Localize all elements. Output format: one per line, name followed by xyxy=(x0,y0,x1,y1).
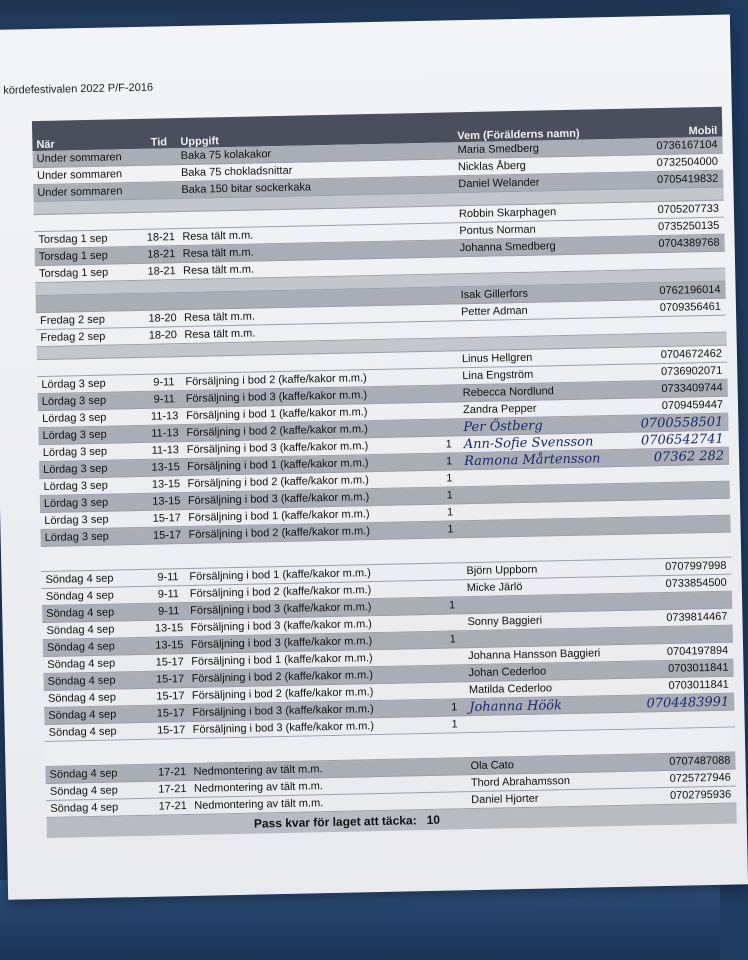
cell-uppgift: Försäljning i bod 3 (kaffe/kakor m.m.) xyxy=(190,601,372,617)
cell-nar: Söndag 4 sep xyxy=(47,691,117,705)
cell-count xyxy=(427,199,453,200)
cell-count xyxy=(436,622,462,623)
cell-tid: 13-15 xyxy=(155,639,184,652)
cell-uppgift: Baka 75 kolakakor xyxy=(180,148,272,163)
cell-tid: 15-17 xyxy=(155,656,184,669)
cell-count xyxy=(431,410,457,411)
cell-vem: Robbin Skarphagen xyxy=(458,206,557,221)
cell-nar: Söndag 4 sep xyxy=(48,708,117,722)
cell-nar: Lördag 3 sep xyxy=(43,496,109,510)
cell-vem: Per Östberg xyxy=(463,418,543,435)
cell-count: 1 xyxy=(445,455,453,468)
cell-nar: Fredag 2 sep xyxy=(39,313,106,328)
cell-nar: Söndag 4 sep xyxy=(46,606,115,620)
cell-mobil xyxy=(637,600,731,602)
cell-vem: Linus Hellgren xyxy=(461,351,533,366)
cell-nar: Söndag 4 sep xyxy=(45,589,114,603)
cell-count xyxy=(431,393,457,394)
cell-tid: 13-15 xyxy=(151,478,181,491)
cell-vem: Pontus Norman xyxy=(459,223,536,238)
cell-mobil: 0735250135 xyxy=(657,219,720,234)
cell-uppgift xyxy=(180,296,429,301)
cell-tid: 18-20 xyxy=(148,329,178,342)
paper-sheet xyxy=(0,15,748,900)
cell-nar: Lördag 3 sep xyxy=(41,394,107,408)
cell-uppgift: Försäljning i bod 3 (kaffe/kakor m.m.) xyxy=(190,618,373,634)
cell-count xyxy=(428,248,454,249)
cell-count xyxy=(426,167,452,168)
cell-count xyxy=(434,550,460,551)
cell-tid: 15-17 xyxy=(157,724,186,737)
cell-mobil: 07362 282 xyxy=(653,448,725,465)
cell-vem: Johan Cederloo xyxy=(468,665,547,680)
cell-vem: Ann-Sofie Svensson xyxy=(463,433,594,452)
cell-nar: Torsdag 1 sep xyxy=(38,266,109,281)
cell-nar: Söndag 4 sep xyxy=(47,657,116,671)
cell-vem: Björn Uppborn xyxy=(466,563,538,578)
cell-nar: Lördag 3 sep xyxy=(43,479,108,493)
cell-mobil: 0725727946 xyxy=(669,771,731,785)
cell-vem: Daniel Hjorter xyxy=(471,792,539,807)
cell-tid xyxy=(142,190,177,191)
cell-vem xyxy=(459,509,635,513)
cell-count: 1 xyxy=(451,718,458,731)
cell-uppgift: Försäljning i bod 1 (kaffe/kakor m.m.) xyxy=(191,652,373,668)
cell-count xyxy=(428,280,454,281)
cell-vem: Zandra Pepper xyxy=(462,402,537,417)
cell-uppgift xyxy=(185,551,434,556)
cell-nar xyxy=(45,752,154,754)
cell-vem xyxy=(453,196,629,200)
cell-tid xyxy=(143,205,178,206)
cell-tid: 13-15 xyxy=(152,495,181,508)
cell-uppgift: Försäljning i bod 2 (kaffe/kakor m.m.) xyxy=(191,669,374,685)
cell-nar: Torsdag 1 sep xyxy=(38,249,108,264)
cell-tid: 15-17 xyxy=(156,690,185,703)
cell-tid: 9-11 xyxy=(157,605,180,618)
cell-uppgift: Försäljning i bod 1 (kaffe/kakor m.m.) xyxy=(187,457,369,473)
cell-vem: Thord Abrahamsson xyxy=(470,775,571,790)
cell-count xyxy=(426,184,452,185)
cell-uppgift: Baka 150 bitar sockerkaka xyxy=(181,181,312,197)
cell-nar xyxy=(37,366,146,368)
cell-vem: Petter Adman xyxy=(460,304,528,319)
cell-uppgift: Försäljning i bod 2 (kaffe/kakor m.m.) xyxy=(189,584,372,600)
cell-mobil: 0732504000 xyxy=(656,155,719,170)
cell-vem: Nicklas Åberg xyxy=(457,159,526,174)
cell-tid: 15-17 xyxy=(152,529,182,542)
cell-mobil: 0703011841 xyxy=(668,678,729,692)
cell-vem xyxy=(454,277,630,281)
cell-tid: 18-21 xyxy=(146,231,176,244)
cell-mobil: 0700558501 xyxy=(640,414,724,431)
cell-vem: Ramona Mårtensson xyxy=(463,450,601,469)
cell-vem: Daniel Welander xyxy=(458,176,540,191)
cell-vem: Maria Smedberg xyxy=(457,142,540,157)
cell-tid: 18-20 xyxy=(148,312,177,325)
cell-vem: Sonny Baggieri xyxy=(467,614,543,629)
cell-nar: Torsdag 1 sep xyxy=(38,232,108,247)
cell-count: 1 xyxy=(445,438,452,451)
cell-uppgift xyxy=(179,281,428,286)
cell-mobil xyxy=(630,260,724,262)
cell-nar: Lördag 3 sep xyxy=(44,530,109,544)
cell-mobil: 0733854500 xyxy=(665,576,727,590)
cell-count: 1 xyxy=(446,506,454,519)
cell-count xyxy=(439,800,465,801)
cell-uppgift: Resa tält m.m. xyxy=(182,229,254,244)
cell-nar: Söndag 4 sep xyxy=(49,784,118,798)
cell-nar: Söndag 4 sep xyxy=(49,767,118,781)
cell-uppgift: Baka 75 chokladsnittar xyxy=(180,164,293,180)
cell-count xyxy=(439,766,465,767)
cell-uppgift: Försäljning i bod 2 (kaffe/kakor m.m.) xyxy=(185,372,367,388)
cell-uppgift: Försäljning i bod 2 (kaffe/kakor m.m.) xyxy=(187,474,370,490)
cell-vem xyxy=(464,742,640,746)
cell-mobil xyxy=(629,194,723,196)
cell-count xyxy=(429,312,455,313)
cell-uppgift: Resa tält m.m. xyxy=(182,263,255,278)
cell-nar: Fredag 2 sep xyxy=(40,330,106,345)
cell-nar: Lördag 3 sep xyxy=(43,462,108,476)
cell-mobil xyxy=(630,275,724,277)
cell-uppgift: Försäljning i bod 1 (kaffe/kakor m.m.) xyxy=(188,508,370,524)
cell-vem xyxy=(462,636,638,640)
cell-vem xyxy=(460,547,636,551)
cell-vem: Lina Engström xyxy=(462,368,534,383)
cell-vem xyxy=(455,326,631,330)
cell-uppgift: Nedmontering av tält m.m. xyxy=(193,780,324,795)
cell-vem xyxy=(454,262,630,266)
cell-count xyxy=(426,150,452,151)
cell-count: 1 xyxy=(448,599,456,612)
cell-mobil xyxy=(631,324,725,326)
cell-uppgift xyxy=(178,215,427,220)
cell-vem: Matilda Cederloo xyxy=(468,682,553,697)
header-nar: När xyxy=(36,138,55,152)
cell-count xyxy=(428,265,454,266)
cell-tid: 9-11 xyxy=(157,588,180,601)
cell-count xyxy=(429,295,455,296)
cell-mobil: 0707997998 xyxy=(665,559,727,573)
cell-nar: Söndag 4 sep xyxy=(46,640,115,654)
cell-nar: Söndag 4 sep xyxy=(50,801,119,815)
cell-count xyxy=(434,571,460,572)
cell-tid: 11-13 xyxy=(151,427,179,440)
cell-count xyxy=(439,783,465,784)
cell-mobil xyxy=(635,507,729,509)
header-uppgift: Uppgift xyxy=(180,135,219,149)
cell-uppgift: Försäljning i bod 3 (kaffe/kakor m.m.) xyxy=(186,440,369,456)
cell-mobil: 0733409744 xyxy=(661,381,723,396)
cell-count xyxy=(437,690,463,691)
cell-nar xyxy=(34,221,143,223)
cell-count: 1 xyxy=(446,472,453,485)
cell-tid xyxy=(143,220,178,221)
cell-nar xyxy=(34,206,143,208)
cell-tid xyxy=(144,286,179,287)
cell-count: 1 xyxy=(446,489,453,502)
cell-count xyxy=(430,344,456,345)
cell-count xyxy=(437,673,463,674)
cell-uppgift: Försäljning i bod 3 (kaffe/kakor m.m.) xyxy=(187,491,370,507)
cell-uppgift: Resa tält m.m. xyxy=(184,327,256,341)
cell-nar: Under sommaren xyxy=(37,185,123,200)
footer-value: 10 xyxy=(426,812,441,828)
cell-uppgift: Försäljning i bod 3 (kaffe/kakor m.m.) xyxy=(192,703,374,719)
cell-uppgift: Försäljning i bod 1 (kaffe/kakor m.m.) xyxy=(186,406,368,422)
cell-uppgift: Försäljning i bod 2 (kaffe/kakor m.m.) xyxy=(188,525,371,541)
cell-nar: Lördag 3 sep xyxy=(41,377,106,391)
cell-uppgift: Resa tält m.m. xyxy=(182,246,254,261)
cell-mobil xyxy=(634,473,728,475)
cell-nar: Lördag 3 sep xyxy=(44,513,109,527)
cell-uppgift xyxy=(189,746,438,751)
cell-tid: 15-17 xyxy=(152,512,181,525)
cell-vem xyxy=(464,721,640,725)
table-body xyxy=(33,137,737,818)
cell-uppgift: Försäljning i bod 3 (kaffe/kakor m.m.) xyxy=(192,720,375,736)
cell-mobil xyxy=(640,719,734,721)
cell-uppgift: Resa tält m.m. xyxy=(183,310,256,324)
cell-tid xyxy=(142,173,177,174)
cell-nar: Lördag 3 sep xyxy=(42,428,107,442)
cell-uppgift: Nedmontering av tält m.m. xyxy=(194,797,324,812)
cell-tid xyxy=(150,556,185,557)
cell-tid: 15-17 xyxy=(155,673,185,686)
header-tid: Tid xyxy=(150,136,168,149)
cell-mobil: 0706542741 xyxy=(640,431,724,448)
cell-tid: 11-13 xyxy=(150,410,179,423)
document-title: kördefestivalen 2022 P/F-2016 xyxy=(3,81,154,97)
cell-count xyxy=(429,329,455,330)
cell-tid xyxy=(145,301,180,302)
cell-mobil: 0707487088 xyxy=(669,754,731,768)
cell-vem: Johanna Hansson Baggieri xyxy=(468,647,601,663)
cell-mobil: 0739814467 xyxy=(666,610,728,624)
cell-nar xyxy=(41,557,150,559)
cell-tid: 11-13 xyxy=(151,444,180,457)
cell-tid xyxy=(142,156,177,157)
cell-count: 1 xyxy=(451,701,458,714)
cell-tid: 18-21 xyxy=(147,265,176,278)
cell-count xyxy=(430,376,456,377)
cell-nar: Söndag 4 sep xyxy=(45,572,114,586)
cell-tid: 9-11 xyxy=(153,376,175,389)
cell-mobil: 0704389768 xyxy=(658,236,720,251)
cell-mobil: 0704483991 xyxy=(646,694,730,711)
cell-uppgift: Försäljning i bod 3 (kaffe/kakor m.m.) xyxy=(185,389,368,405)
cell-mobil xyxy=(636,524,730,526)
cell-mobil xyxy=(640,740,734,742)
cell-vem: Rebecca Nordlund xyxy=(462,385,554,400)
cell-vem: Johanna Smedberg xyxy=(459,240,556,255)
cell-nar xyxy=(36,302,145,304)
cell-uppgift: Försäljning i bod 2 (kaffe/kakor m.m.) xyxy=(186,423,368,439)
cell-vem xyxy=(460,526,636,530)
cell-mobil xyxy=(635,490,729,492)
cell-uppgift: Försäljning i bod 1 (kaffe/kakor m.m.) xyxy=(189,567,371,583)
cell-nar xyxy=(35,287,144,289)
cell-tid xyxy=(146,365,181,366)
cell-nar: Lördag 3 sep xyxy=(42,411,107,425)
cell-vem xyxy=(456,341,632,345)
cell-count xyxy=(438,745,464,746)
cell-vem xyxy=(459,492,635,496)
cell-nar: Lördag 3 sep xyxy=(42,445,108,459)
cell-tid: 17-21 xyxy=(158,783,187,796)
cell-uppgift: Försäljning i bod 2 (kaffe/kakor m.m.) xyxy=(191,686,374,702)
cell-nar: Söndag 4 sep xyxy=(48,725,117,739)
cell-mobil: 0704197894 xyxy=(666,644,729,658)
cell-count xyxy=(436,656,462,657)
cell-mobil: 0703011841 xyxy=(668,661,729,675)
cell-tid: 9-11 xyxy=(157,571,179,584)
cell-mobil xyxy=(638,634,732,636)
cell-mobil xyxy=(636,545,730,547)
cell-tid: 13-15 xyxy=(154,622,184,635)
cell-count: 1 xyxy=(449,633,456,646)
cell-mobil xyxy=(632,339,726,341)
cell-nar: Söndag 4 sep xyxy=(47,674,116,688)
cell-tid xyxy=(146,350,181,351)
cell-vem: Johanna Höök xyxy=(469,697,563,715)
cell-uppgift: Nedmontering av tält m.m. xyxy=(193,763,323,778)
cell-tid: 17-21 xyxy=(158,800,187,813)
cell-vem: Isak Gillerfors xyxy=(460,287,529,302)
cell-vem: Micke Järlö xyxy=(466,580,523,595)
cell-vem xyxy=(461,602,637,606)
cell-count xyxy=(427,231,453,232)
cell-tid: 9-11 xyxy=(153,393,175,406)
cell-mobil: 0762196014 xyxy=(659,283,721,298)
cell-mobil: 0736167104 xyxy=(656,138,718,153)
cell-uppgift: Försäljning i bod 3 (kaffe/kakor m.m.) xyxy=(190,635,373,651)
cell-uppgift xyxy=(178,200,427,205)
cell-tid xyxy=(154,751,189,752)
cell-count xyxy=(427,214,453,215)
cell-tid: 18-21 xyxy=(147,248,176,261)
cell-nar xyxy=(37,351,146,353)
schedule-table xyxy=(32,107,737,838)
cell-mobil: 0705419832 xyxy=(656,172,719,187)
cell-count xyxy=(431,427,457,428)
cell-mobil: 0704672462 xyxy=(660,347,723,362)
cell-tid: 17-21 xyxy=(157,766,187,779)
cell-mobil: 0709356461 xyxy=(659,300,722,315)
cell-vem xyxy=(458,475,634,479)
cell-mobil: 0705207733 xyxy=(657,202,720,217)
cell-uppgift xyxy=(181,345,430,350)
cell-nar: Under sommaren xyxy=(36,151,122,166)
cell-mobil: 0709459447 xyxy=(661,398,724,413)
cell-count xyxy=(430,359,456,360)
cell-tid: 13-15 xyxy=(151,461,180,474)
cell-tid: 15-17 xyxy=(156,707,186,720)
cell-mobil: 0736902071 xyxy=(660,364,723,379)
cell-nar: Söndag 4 sep xyxy=(46,623,115,637)
cell-count: 1 xyxy=(447,523,454,536)
footer-label: Pass kvar för laget att täcka: xyxy=(253,813,417,831)
cell-mobil: 0702795936 xyxy=(669,788,732,802)
cell-nar: Under sommaren xyxy=(36,168,123,183)
header-mobil: Mobil xyxy=(688,124,718,138)
cell-vem: Ola Cato xyxy=(470,759,515,773)
cell-count xyxy=(435,588,461,589)
cell-uppgift xyxy=(181,360,430,365)
header-vem: Vem (Förälderns namn) xyxy=(457,127,580,143)
